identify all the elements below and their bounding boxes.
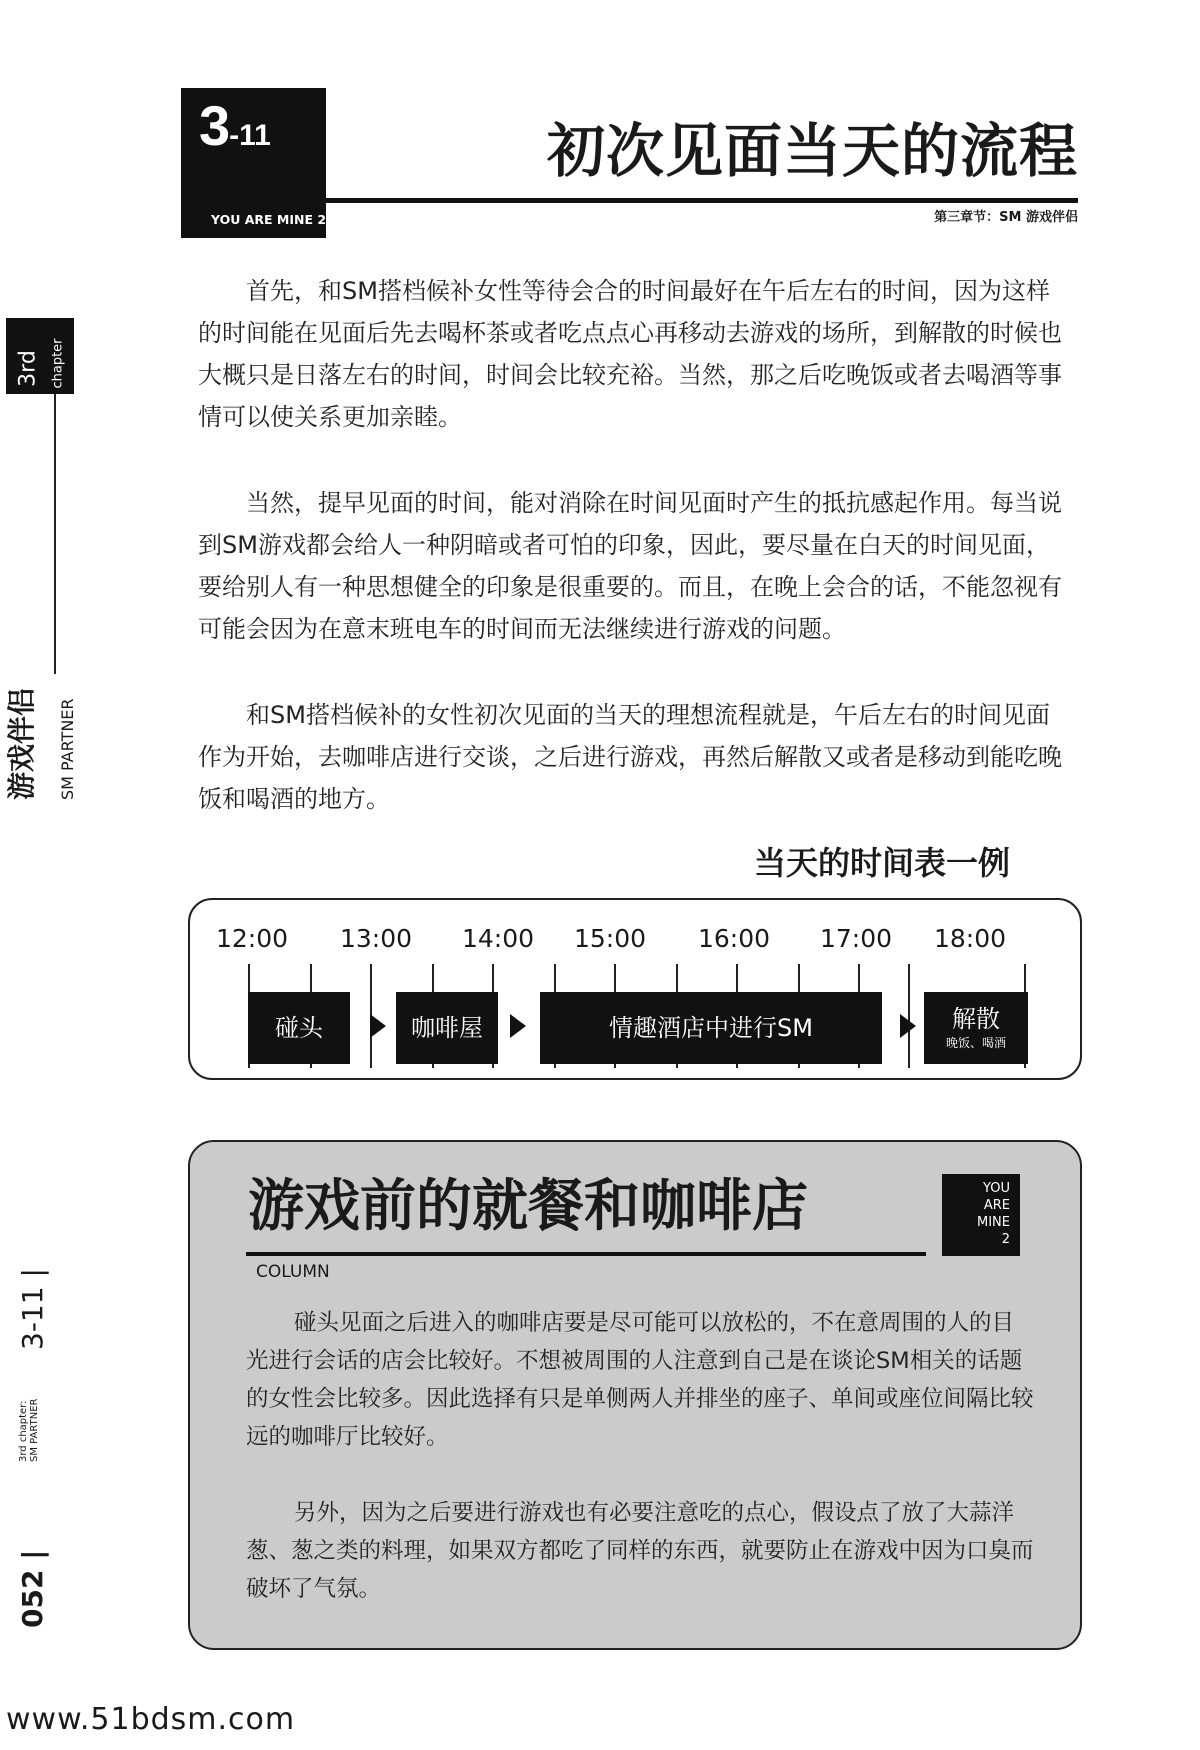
body-paragraph-2 [198,482,1070,650]
section-caption: YOU ARE MINE 2 [211,212,327,227]
column-paragraph-1: 碰头见面之后进入的咖啡店要是尽可能可以放松的，不在意周围的人的目光进行会话的店会比较好。不想被周围的人注意到自己是在谈论SM相关的话题的女性会比较多。因此选择有只是单侧两人并排坐的座子、单间或座位间隔比较远的咖啡厅比较好。 [246,1310,1034,1450]
schedule-timeline [188,898,1082,1080]
section-number-main: 3 [199,94,230,157]
section-number [199,94,271,157]
column-badge-line: ARE [983,1198,1010,1213]
body-paragraph-3-text: 和SM搭档候补的女性初次见面的当天的理想流程就是，午后左右的时间见面作为开始，去咖啡店进行交谈，之后进行游戏，再然后解散又或者是移动到能吃晚饭和喝酒的地方。 [198,701,1062,813]
section-number-sub: -11 [229,119,271,152]
schedule-title: 当天的时间表一例 [753,844,1010,882]
column-badge-line: YOU [983,1181,1010,1196]
spine-en-label: SM PARTNER [58,698,77,800]
body-paragraph-1 [198,270,1070,438]
page-number: 052 | [16,1549,49,1628]
column-badge [942,1174,1020,1256]
section-number-box [181,88,326,238]
schedule-block-cafe [396,992,498,1064]
page-title: 初次见面当天的流程 [546,117,1078,185]
chapter-tab-small: chapter [50,338,66,389]
spine-mini-line1: 3rd chapter: [18,1400,29,1462]
spine-mini-line2: SM PARTNER [29,1398,40,1462]
schedule-block-sublabel: 晚饭、喝酒 [945,1035,1006,1050]
time-label: 13:00 [340,924,413,953]
column-paragraph-2: 另外，因为之后要进行游戏也有必要注意吃的点心，假设点了放了大蒜洋葱、葱之类的料理，如果双方都吃了同样的东西，就要防止在游戏中因为口臭而破坏了气氛。 [246,1500,1034,1602]
chapter-note: 第三章节：SM 游戏伴侣 [934,210,1078,225]
time-label: 18:00 [934,924,1007,953]
arrow-right-icon [510,1014,526,1038]
chapter-tab-big: 3rd [15,350,41,387]
column-title: 游戏前的就餐和咖啡店 [248,1174,808,1239]
schedule-block-meet [248,992,350,1064]
time-label: 14:00 [462,924,535,953]
spine-mini-caption [18,1399,40,1462]
body-paragraph-2-text: 当然，提早见面的时间，能对消除在时间见面时产生的抵抗感起作用。每当说到SM游戏都会给人一种阴暗或者可怕的印象，因此，要尽量在白天的时间见面，要给别人有一种思想健全的印象是很重要的。而且，在晚上会合的话，不能忽视有可能会因为在意末班电车的时间而无法继续进行游戏的问题。 [198,489,1062,643]
arrow-right-icon [370,1014,386,1038]
schedule-block-label: 碰头 [275,1013,323,1042]
body-paragraph-1-text: 首先，和SM搭档候补女性等待会合的时间最好在午后左右的时间，因为这样的时间能在见面后先去喝杯茶或者吃点点心再移动去游戏的场所，到解散的时候也大概只是日落左右的时间，时间会比较充裕。当然，那之后吃晚饭或者去喝酒等事情可以使关系更加亲睦。 [198,277,1062,431]
spine-page-code: 3-11 | [16,1268,49,1350]
schedule-block-label: 情趣酒店中进行SM [609,1013,813,1042]
schedule-block-label: 解散 [952,1005,1000,1034]
time-label: 15:00 [574,924,647,953]
title-divider [326,198,1078,203]
column-title-divider [246,1252,926,1256]
schedule-block-dismiss [924,992,1028,1064]
schedule-block-label: 咖啡屋 [411,1013,483,1042]
column-badge-line: MINE [977,1215,1010,1230]
time-label: 17:00 [820,924,893,953]
spine-divider [54,394,56,674]
column-tag: COLUMN [256,1262,330,1282]
time-label: 12:00 [216,924,289,953]
website-url: www.51bdsm.com [6,1702,296,1737]
column-text [246,1304,1036,1608]
schedule-block-hotel [540,992,882,1064]
column-badge-line: 2 [1001,1232,1010,1247]
time-label: 16:00 [698,924,771,953]
body-paragraph-3 [198,694,1070,820]
chapter-tab [6,318,74,394]
arrow-right-icon [900,1014,916,1038]
column-box [188,1140,1082,1650]
spine-cn-label: 游戏伴侣 [5,687,38,800]
